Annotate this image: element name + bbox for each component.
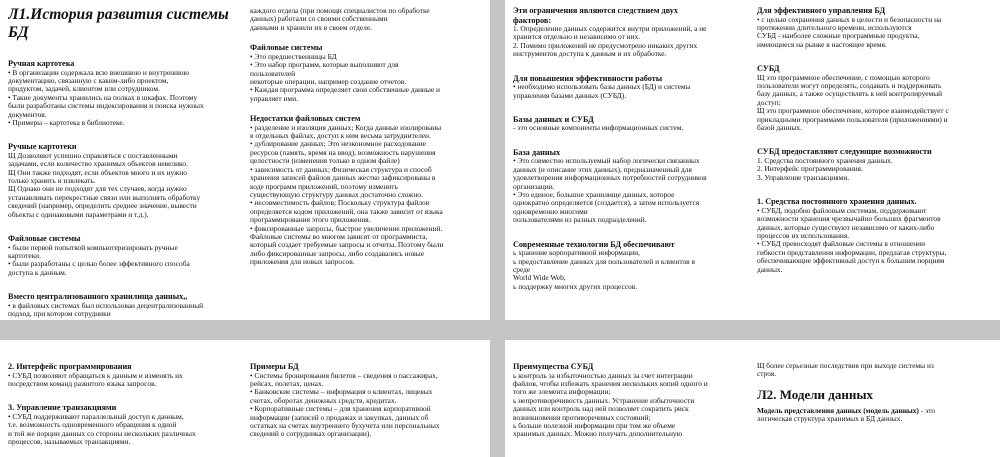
text-line: СУБД - наиболее сложные программные продукты, [757,31,920,41]
text-line: и той же порции данных со стороны нескольких различных [8,428,196,438]
text-line: возникновения противоречивых состояний; [513,412,651,422]
text-line: ресурсов (память, время на ввод), возможность нарушения [250,147,436,157]
term-dash: - это [920,405,936,415]
term-bold: Модель представления данных (модель данных) [757,405,919,415]
text-line: процессов, называемых транзакциями. [8,437,131,447]
text-line: Щ Дозволяют успешно справляться с поставленными [8,150,178,160]
text-line: задачами, если количество хранимых объектов невелико. [8,159,188,169]
text-line: протяжении длительного времени, используются [757,22,912,32]
lecture-title: Л1.История развития системы БД [8,6,229,41]
section-heading: Ручные картотеки [8,142,77,152]
text-line: хранится отдельно и независимо от них. [513,32,641,42]
text-line: Щ Однако они не подходят для тех случаев, когда нужно [8,184,187,194]
page1-right-column [250,7,486,320]
text-line: • Каждая программа определяет свои собственные данные и [250,85,440,95]
text-line: пользователями из разных подразделений. [513,215,647,225]
text-line: файлов, чтобы избежать хранения нескольких копий одного и [513,378,708,388]
text-line: среде [513,264,531,274]
text-line: удовлетворения информационных потребностей сотрудников [513,173,707,183]
text-line: Файловые системы во многом зависят от программиста, [250,231,428,241]
text-line: пользователи могут определять, создавать и поддерживать [757,81,942,91]
lecture-title: Л2. Модели данных [757,386,873,402]
text-line: хранения записей файлов данных жестко зафиксированы в [250,173,436,183]
text-line: рейсах, полетах, ценах. [250,378,324,388]
text-line: • СУБД превосходят файловые системы в отношении [757,239,926,249]
page2-right-column [757,4,995,320]
text-line: • В организации содержала всю внешнюю и внутреннюю [8,67,190,77]
page3-left-column [8,362,240,457]
text-line: • СУБД поддерживают параллельный доступ к данным, [8,411,184,421]
text-line: управления базами данных (СУБД). [513,90,627,100]
text-line: сведений о сотрудниках организации). [250,429,372,439]
section-heading: Ручная картотека [8,59,75,68]
text-line: • фиксированные запросы, быстрое увеличение приложений. [250,223,443,233]
text-line: • Банковские системы – информация о клиентах, лицевых [250,387,433,397]
document-page-3 [0,340,490,457]
text-line: того же элемента информации; [513,387,611,397]
text-line: данных. [757,264,783,274]
section-heading: СУБД [757,64,780,74]
text-line: прикладными программами пользователя (приложениями) и [757,114,948,124]
text-line: который создает требуемые запросы и отчеты. Поэтому были [250,240,444,250]
text-line: целостности (изменения только в одном файле) [250,156,400,166]
text-line: World Wide Web, [513,273,566,283]
text-line: существующую структуру данных достаточно сложно. [250,189,423,199]
document-page-4 [505,340,1000,457]
section-heading: Файловые системы [8,234,81,244]
section-heading: Эти ограничения являются следствием двух [513,6,678,15]
text-line: устанавливать перекрестные связи или выполнять обработку [8,192,201,202]
text-line: ь непротиворечивость данных. Устранение избыточности [513,395,695,405]
text-line: ь хранение корпоративной информации, [513,248,640,258]
document-page-1 [0,0,490,320]
text-line: либо фиксированные запросы, либо создавались новые [250,248,424,258]
text-line: 2. Помимо приложений не предусмотрено никаких других [513,40,698,50]
text-line: 3. Управление транзакциями. [757,172,850,182]
text-line: управляет ими. [250,93,298,103]
text-line: Щ Они также подходят, если объектов много и их нужно [8,167,187,177]
text-line: ь поддержку многих других процессов. [513,281,638,291]
text-line: данных (и описание этих данных), предназначенный для [513,164,692,174]
document-page-2 [505,0,1000,320]
text-line: базой данных. [757,123,802,133]
text-line: • зависимость от данных; Физическая структура и способ [250,164,432,174]
text-line: • с целью сохранения данных в целости и безопасности на [757,14,942,24]
text-line: остатках на счетах внутреннего бухучета или персональных [250,420,440,430]
section-heading: факторов: [513,15,552,25]
text-line: документов. [8,109,47,119]
section-heading: Примеры БД [250,362,299,371]
page4-right-column [757,362,995,457]
text-line: ь контроль за избыточностью данных за счет интеграции [513,370,693,380]
text-line: некоторые операции, например создание отчетов. [250,76,407,86]
text-line: программирования этого приложения. [250,215,371,225]
text-line: подход, при котором сотрудники [8,309,111,319]
section-heading: Для эффективного управления БД [757,6,886,15]
section-heading: 2. Интерфейс программирования [8,362,132,371]
text-line: каждого отдела (при помощи специалистов по обработке [250,7,430,15]
text-line: • Такие документы хранились на полках в шкафах. Поэтому [8,92,198,102]
text-line: однократно определяется (создается), а затем используется [513,198,700,208]
text-line: 2. Интерфейс программирования. [757,164,863,174]
text-line: • СУБД позволяют обращаться к данным и изменять их [8,370,183,380]
text-line: гибкости представления информации, предлагая структуры, [757,247,947,257]
section-heading: Современные технологии БД обеспечивают [513,239,675,249]
text-line: • были первой попыткой компьютеризировать ручные [8,242,178,252]
section-heading: Базы данных и СУБД [513,114,594,124]
text-line: • необходимо использовать базы данных (БД) и системы [513,82,691,92]
text-line: одновременно многими [513,206,588,216]
section-heading: Файловые системы [250,43,323,53]
section-heading: База данных [513,147,561,157]
text-line: организации. [513,181,555,191]
text-line: пользователей [250,68,296,78]
text-line: посредством команд развитого языка запросов. [8,378,157,388]
text-line: данных, которые существуют независимо от каких-либо [757,222,935,232]
text-line: процессов их использования. [757,230,850,240]
text-line: картотеки. [8,251,41,260]
text-line: • Это набор программ, которые выполняют для [250,60,399,70]
text-line: 1. Определение данных содержится внутри приложений, а не [513,24,707,33]
text-line: приложения для новых запросов. [250,257,355,267]
page2-left-column [513,4,751,320]
text-line: • несовместимость файлов; Поскольку структура файлов [250,198,430,208]
text-line: • Это единое, большое хранилище данных, которое [513,189,675,199]
text-line: • Примеры – картотека в библиотеке. [8,117,125,127]
text-line: • Это предшественницы БД [250,51,337,61]
text-line: объекты с одинаковыми параметрами и т.д.). [8,209,149,219]
text-line: определяется кодом приложений, она также зависит от языка [250,206,443,216]
text-line: доступа к данным. [8,267,67,277]
page3-right-column [250,362,486,457]
section-heading: Недостатки файловых систем [250,114,361,124]
section-heading: Для повышения эффективности работы [513,73,663,83]
text-line: доступ; [757,97,781,107]
text-line: коде программ приложений, поэтому изменить [250,181,398,191]
text-line: • СУБД, подобно файловым системам, поддерживают [757,205,927,215]
text-line: • Это совместно используемый набор логически связанных [513,156,700,166]
page1-left-column [8,6,244,320]
text-line: Щ более серьезные последствия при выходе системы из [757,362,934,370]
text-line: • разделение и изоляция данных; Когда данные изолированы [250,122,442,132]
text-line: базу данных, а также осуществлять к ней контролируемый [757,89,943,99]
text-line: Щ это программное обеспечение, которое взаимодействует с [757,106,949,116]
text-line: • Корпоративные системы – для хранения корпоративной [250,404,431,414]
section-heading: 3. Управление транзакциями [8,403,117,413]
text-line: счетах, оборотах денежных средств, кредитах. [250,395,397,405]
text-line: - это основные компоненты информационных систем. [513,123,684,133]
text-line: были разработаны системы индексирования и поиска нужных [8,101,204,111]
section-heading: 1. Средства постоянного хранения данных. [757,197,917,207]
page4-left-column [513,362,749,457]
text-line: строя. [757,369,777,379]
text-line: • были разработаны с целью более эффективного способа [8,259,190,269]
section-heading: Вместо централизованного хранилища данных,, [8,292,188,302]
text-line: логическая структура хранимых в БД данных. [757,414,903,424]
text-line: • в файловых системах был использован децентрализованный [8,300,204,310]
text-line: документацию, связанную с каким-либо проектом, [8,75,169,85]
text-line: инструментов доступа к данным и их обработке. [513,49,667,59]
text-line: информации (записей о продажах и закупках, данных об [250,412,429,422]
section-heading: СУБД предоставляют следующие возможности [757,147,932,157]
text-line: хранимых данных. Можно получать дополнительную [513,429,683,439]
text-line: продуктом, задачей, клиентом или сотрудником. [8,84,160,94]
text-line: т.е. возможность одновременного обращения к одной [8,420,177,430]
text-line: ь больше полезной информации при том же объеме [513,420,676,430]
text-line: обеспечивающие эффективный доступ к большим порциям [757,256,945,266]
text-line: имеющиеся на рынке в настоящее время. [757,39,887,49]
text-line: только хранить и извлекать. [8,176,96,186]
text-line: данными и хранили их в своем отделе. [250,22,373,32]
text-line: Щ это программное обеспечение, с помощью которого [757,72,930,82]
text-line: возможности хранения чрезвычайно больших фрагментов [757,214,941,224]
text-line: • Системы бронирования билетов – сведения о пассажирах, [250,370,438,380]
text-line: • дублирование данных; Это неэкономное расходование [250,139,426,149]
text-line: 1. Средства постоянного хранения данных. [757,155,893,165]
section-heading: Преимущества СУБД [513,362,594,371]
text-line: ь предоставление данных для пользователей и клиентов в [513,256,695,266]
text-line: данных или контроль над ней позволяет сократить риск [513,404,689,414]
text-line: в отдельных файлах, доступ к ним весьма затруднителен. [250,131,431,141]
text-line: данных) работали со своими собственными [250,14,388,24]
text-line: сведений (например, определить среднее значение, вывести [8,201,197,211]
